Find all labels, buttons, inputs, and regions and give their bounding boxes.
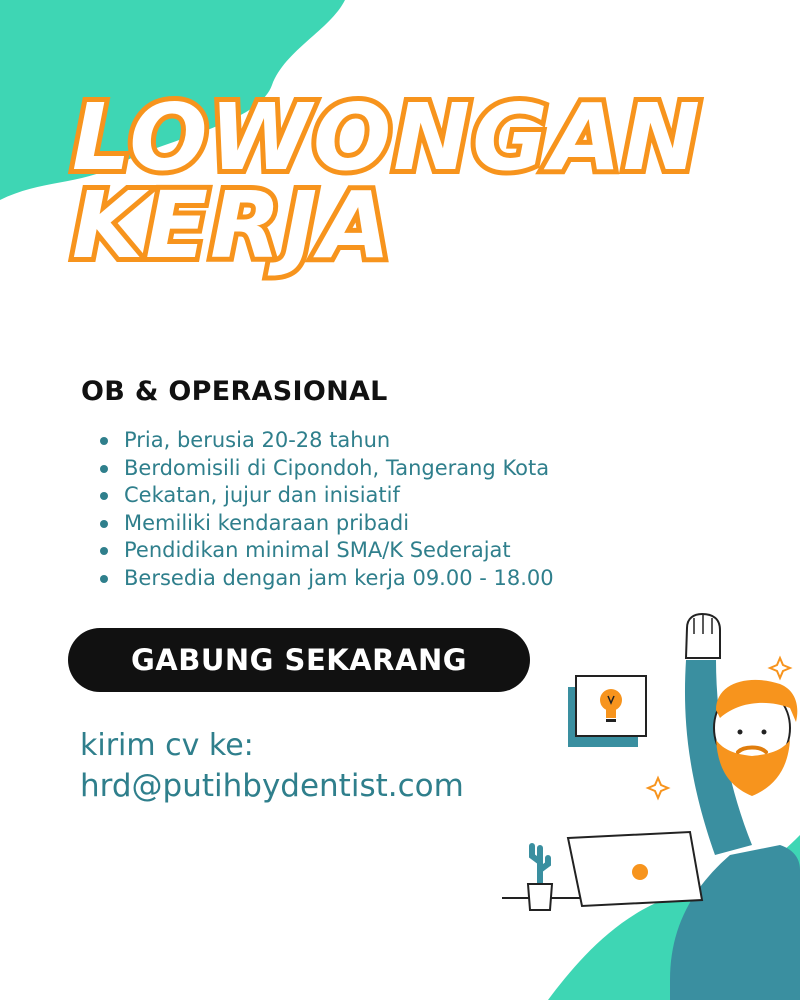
laptop	[568, 832, 702, 906]
bullet-icon	[100, 492, 108, 500]
job-position-title: OB & OPERASIONAL	[81, 376, 388, 407]
list-item	[98, 565, 554, 593]
requirement-text: Pendidikan minimal SMA/K Sederajat	[124, 538, 511, 562]
plant-decoration	[528, 846, 552, 910]
bullet-icon	[100, 575, 108, 583]
worker-illustration	[490, 600, 800, 1000]
bullet-icon	[100, 520, 108, 528]
laptop-logo-icon	[632, 864, 648, 880]
requirement-text: Memiliki kendaraan pribadi	[124, 510, 410, 535]
list-item	[98, 482, 554, 510]
bullet-icon	[100, 437, 108, 445]
list-item	[98, 537, 554, 565]
requirement-text: Bersedia dengan jam kerja 09.00 - 18.00	[124, 565, 554, 590]
list-item	[98, 427, 554, 455]
bullet-icon	[100, 547, 108, 555]
idea-frame	[568, 676, 646, 747]
contact-email-link[interactable]: hrd@putihbydentist.com	[80, 768, 464, 804]
requirement-text: Cekatan, jujur dan inisiatif	[124, 483, 400, 507]
join-now-button[interactable]: GABUNG SEKARANG	[68, 628, 530, 692]
sparkle-icon	[770, 658, 790, 678]
list-item	[98, 510, 554, 538]
eye	[762, 730, 767, 735]
requirement-text: Berdomisili di Cipondoh, Tangerang Kota	[124, 455, 550, 480]
list-item	[98, 455, 554, 483]
requirements-list	[98, 427, 554, 592]
requirement-text: Pria, berusia 20-28 tahun	[124, 428, 391, 452]
headline-line-1: LOWONGAN	[72, 84, 702, 191]
sparkle-icon	[648, 778, 668, 798]
bullet-icon	[100, 465, 108, 473]
eye	[738, 730, 743, 735]
raised-fist	[686, 614, 720, 658]
headline-line-2: KERJA	[72, 172, 393, 279]
contact-label: kirim cv ke:	[80, 728, 254, 763]
